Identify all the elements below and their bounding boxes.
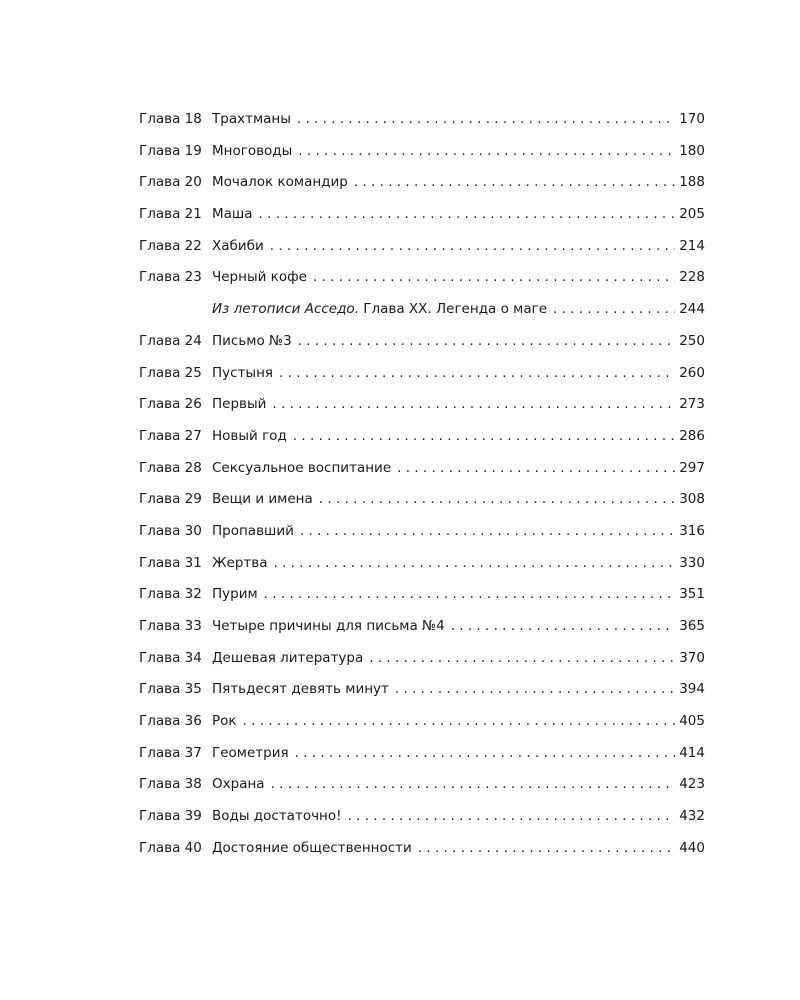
toc-entry (139, 262, 705, 294)
dot-leader (553, 294, 675, 326)
chapter-number: Глава 32 (139, 586, 202, 603)
chapter-title-text: Трахтманы (212, 111, 291, 127)
chapter-number: Глава 23 (139, 269, 202, 286)
chapter-number: Глава 18 (139, 111, 202, 127)
dot-leader (297, 104, 675, 136)
table-of-contents (139, 104, 705, 865)
chapter-number: Глава 40 (139, 839, 202, 856)
chapter-number: Глава 26 (139, 396, 202, 413)
toc-entry (139, 484, 705, 516)
chapter-title (212, 484, 313, 516)
chapter-title-text: Пропавший (212, 522, 294, 539)
chapter-title (212, 833, 412, 865)
dot-leader (354, 167, 675, 199)
chapter-number: Глава 36 (139, 713, 202, 730)
page-number: 365 (679, 618, 705, 634)
toc-entry (139, 801, 705, 833)
toc-entry (139, 231, 705, 263)
chapter-number: Глава 35 (139, 681, 202, 698)
chapter-number: Глава 20 (139, 174, 202, 191)
toc-entry (139, 104, 705, 136)
chapter-number: Глава 22 (139, 237, 202, 254)
chapter-title-text: Вещи и имена (212, 491, 313, 508)
dot-leader (295, 738, 676, 770)
chapter-title-text: Пятьдесят девять минут (212, 681, 389, 698)
page-number: 297 (679, 459, 705, 476)
chapter-number: Глава 30 (139, 522, 202, 539)
page-number: 351 (679, 586, 705, 603)
page-number: 370 (679, 649, 705, 666)
chapter-number: Глава 24 (139, 332, 202, 349)
chapter-title (212, 548, 268, 580)
chapter-title (212, 706, 237, 738)
chapter-title-text: Хабиби (212, 237, 264, 254)
toc-entry (139, 738, 705, 770)
chapter-title-text: Новый год (212, 427, 287, 444)
page-number: 260 (679, 364, 705, 381)
page-number: 423 (679, 776, 705, 793)
chapter-title (212, 358, 273, 390)
toc-entry (139, 389, 705, 421)
toc-entry (139, 358, 705, 390)
page-number: 273 (679, 396, 705, 413)
chapter-title-text: Черный кофе (212, 269, 307, 286)
dot-leader (279, 358, 675, 390)
chapter-title-text: Охрана (212, 776, 265, 793)
chapter-title (212, 674, 389, 706)
chapter-title-text: Маша (212, 206, 253, 223)
page-number: 170 (679, 111, 705, 127)
page-number: 250 (679, 332, 705, 349)
chapter-title (212, 199, 253, 231)
dot-leader (418, 833, 675, 865)
chapter-number: Глава 31 (139, 554, 202, 571)
toc-entry (139, 294, 705, 326)
chapter-title (212, 294, 547, 326)
page-number: 432 (679, 808, 705, 825)
page-number: 440 (679, 839, 705, 856)
chapter-title-text: Пурим (212, 586, 258, 603)
chapter-title (212, 611, 445, 643)
dot-leader (300, 516, 675, 548)
chapter-title-text: Четыре причины для письма №4 (212, 618, 445, 634)
chapter-title (212, 104, 291, 136)
dot-leader (319, 484, 675, 516)
dot-leader (259, 199, 676, 231)
toc-entry (139, 579, 705, 611)
chapter-title-text: Жертва (212, 554, 268, 571)
page-number: 286 (679, 427, 705, 444)
dot-leader (264, 579, 676, 611)
toc-entry (139, 611, 705, 643)
toc-entry (139, 706, 705, 738)
chapter-number: Глава 19 (139, 142, 202, 159)
page-number: 316 (679, 522, 705, 539)
dot-leader (274, 548, 676, 580)
chapter-title (212, 262, 307, 294)
chapter-title-italic: Из летописи Аccедо. (212, 301, 359, 318)
chapter-title-text: Воды достаточно! (212, 808, 342, 825)
chapter-title (212, 231, 264, 263)
page-number: 244 (679, 301, 705, 318)
chapter-title (212, 389, 266, 421)
chapter-title-text: Многоводы (212, 142, 293, 159)
dot-leader (397, 453, 675, 485)
chapter-title-text: Пустыня (212, 364, 274, 381)
toc-entry (139, 199, 705, 231)
chapter-title (212, 769, 265, 801)
chapter-title-text: Дешевая литература (212, 649, 364, 666)
toc-entry (139, 136, 705, 168)
chapter-title (212, 643, 363, 675)
toc-entry (139, 453, 705, 485)
chapter-number: Глава 33 (139, 618, 202, 634)
toc-entry (139, 833, 705, 865)
chapter-title (212, 801, 342, 833)
chapter-title (212, 326, 292, 358)
page-number: 188 (679, 174, 705, 191)
toc-entry (139, 674, 705, 706)
dot-leader (313, 262, 675, 294)
dot-leader (243, 706, 676, 738)
dot-leader (395, 674, 675, 706)
page-number: 214 (679, 237, 705, 254)
chapter-title-text: Достояние общественности (212, 839, 412, 856)
toc-entry (139, 548, 705, 580)
chapter-title-text: Сексуальное воспитание (212, 459, 392, 476)
page-number: 405 (679, 713, 705, 730)
page-number: 228 (679, 269, 705, 286)
toc-entry (139, 769, 705, 801)
page-number: 330 (679, 554, 705, 571)
dot-leader (271, 769, 676, 801)
chapter-title (212, 516, 294, 548)
page-number: 308 (679, 491, 705, 508)
toc-entry (139, 167, 705, 199)
page-number: 205 (679, 206, 705, 223)
dot-leader (293, 421, 675, 453)
toc-entry (139, 326, 705, 358)
chapter-title-text: Рок (212, 713, 237, 730)
chapter-number: Глава 34 (139, 649, 202, 666)
chapter-number: Глава 27 (139, 427, 202, 444)
chapter-number: Глава 37 (139, 744, 202, 761)
chapter-number: Глава 38 (139, 776, 202, 793)
chapter-title-text: Геометрия (212, 744, 289, 761)
page-number: 414 (679, 744, 705, 761)
dot-leader (369, 643, 675, 675)
chapter-title (212, 167, 348, 199)
chapter-title-text: Глава XX. Легенда о маге (358, 301, 547, 318)
toc-entry (139, 643, 705, 675)
chapter-title (212, 136, 292, 168)
chapter-number: Глава 28 (139, 459, 202, 476)
chapter-title (212, 453, 391, 485)
chapter-number: Глава 25 (139, 364, 202, 381)
page-number: 394 (679, 681, 705, 698)
chapter-title (212, 738, 289, 770)
chapter-number: Глава 39 (139, 808, 202, 825)
dot-leader (272, 389, 675, 421)
chapter-number: Глава 29 (139, 491, 202, 508)
dot-leader (298, 326, 676, 358)
chapter-title (212, 421, 287, 453)
dot-leader (451, 611, 676, 643)
toc-entry (139, 516, 705, 548)
chapter-title (212, 579, 258, 611)
chapter-title-text: Мочалок командир (212, 174, 348, 191)
chapter-title-text: Письмо №3 (212, 332, 292, 349)
toc-entry (139, 421, 705, 453)
chapter-title-text: Первый (212, 396, 267, 413)
dot-leader (270, 231, 675, 263)
dot-leader (348, 801, 676, 833)
page-number: 180 (679, 142, 705, 159)
chapter-number: Глава 21 (139, 206, 202, 223)
dot-leader (298, 136, 675, 168)
